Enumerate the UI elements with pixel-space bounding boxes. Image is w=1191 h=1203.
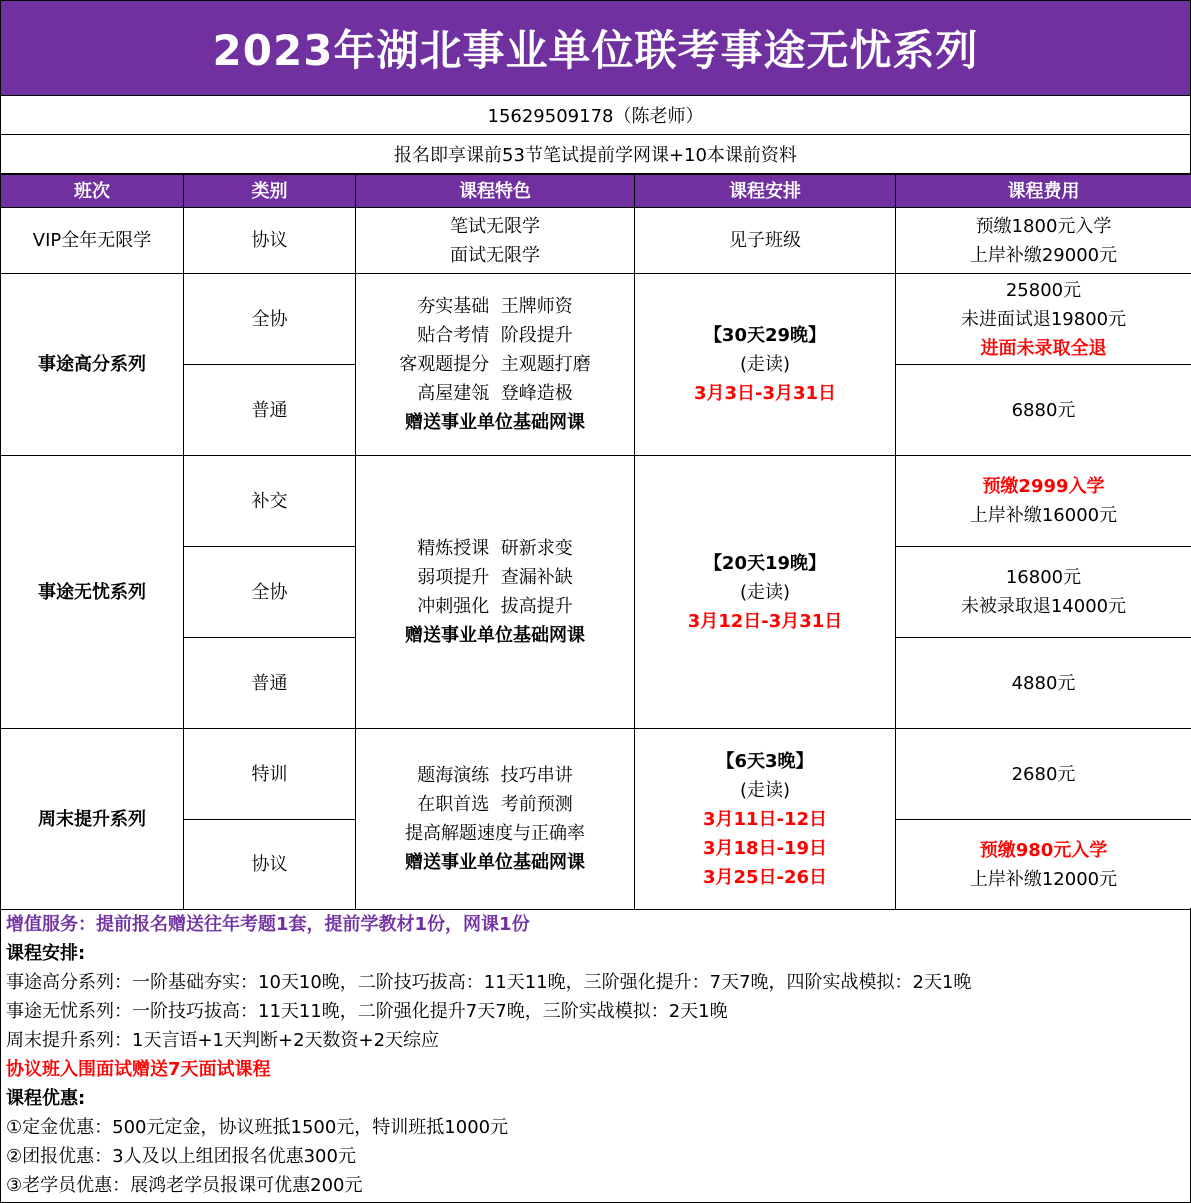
schedule-cell: [635, 729, 896, 910]
fee-line: 上岸补缴12000元: [969, 868, 1118, 890]
features-cell: [356, 208, 635, 274]
course-table: [0, 174, 1191, 910]
discount-title: 课程优惠:: [6, 1088, 86, 1109]
schedule-title: 课程安排:: [6, 943, 86, 964]
fee-line: 6880元: [1011, 399, 1076, 421]
fee-line: 预缴1800元入学: [975, 215, 1112, 237]
category-cell: 全协: [184, 274, 356, 365]
feature-line: 面试无限学: [450, 244, 540, 266]
agreement-gift-note: 协议班入围面试赠送7天面试课程: [6, 1059, 271, 1080]
category-cell: 特训: [184, 729, 356, 820]
schedule-dates: 3月3日-3月31日: [693, 383, 837, 404]
schedule-line: 事途高分系列：一阶基础夯实：10天10晚，二阶技巧拔高：11天11晚，三阶强化提升：7天7晚，四阶实战模拟：2天1晚: [6, 972, 972, 993]
page-title: 2023年湖北事业单位联考事途无忧系列: [0, 0, 1191, 96]
fee-line: 上岸补缴29000元: [969, 244, 1118, 266]
fee-cell: [896, 547, 1191, 638]
category-cell: 全协: [184, 547, 356, 638]
category-cell: 补交: [184, 456, 356, 547]
schedule-dates: 3月25日-26日: [702, 866, 828, 888]
schedule-mode: (走读): [739, 581, 791, 603]
table-row: [1, 729, 1191, 820]
fee-cell: [896, 456, 1191, 547]
schedule-line: 事途无忧系列：一阶技巧拔高：11天11晚，二阶强化提升7天7晚，三阶实战模拟：2天1晚: [6, 1001, 728, 1022]
feature-line: 在职首选 考前预测: [417, 794, 573, 815]
feature-line: 提高解题速度与正确率: [405, 823, 585, 844]
header-category: 类别: [184, 175, 356, 208]
class-name: 事途无忧系列: [1, 456, 184, 729]
category-cell: 协议: [184, 208, 356, 274]
schedule-cell: 见子班级: [635, 208, 896, 274]
feature-line: 笔试无限学: [450, 215, 540, 237]
schedule-dates: 3月18日-19日: [702, 837, 828, 859]
schedule-line: 周末提升系列：1天言语+1天判断+2天数资+2天综应: [6, 1030, 440, 1051]
feature-line: 精炼授课 研新求变: [417, 538, 573, 559]
bonus-line: 赠送事业单位基础网课: [405, 852, 585, 873]
contact-bar: 15629509178（陈老师）: [0, 96, 1191, 135]
schedule-mode: (走读): [739, 779, 791, 801]
feature-line: 高屋建瓴 登峰造极: [417, 383, 573, 404]
bonus-line: 赠送事业单位基础网课: [405, 625, 585, 646]
fee-line: 未被录取退14000元: [960, 596, 1127, 617]
fee-cell: [896, 365, 1191, 456]
discount-line: ①定金优惠：500元定金，协议班抵1500元，特训班抵1000元: [6, 1117, 509, 1138]
category-cell: 普通: [184, 365, 356, 456]
schedule-days: 【6天3晚】: [716, 750, 814, 772]
table-header-row: [1, 175, 1191, 208]
table-row: [1, 456, 1191, 547]
fee-line: 25800元: [1005, 279, 1082, 301]
schedule-dates: 3月11日-12日: [702, 808, 828, 830]
table-row: [1, 208, 1191, 274]
class-name: 事途高分系列: [1, 274, 184, 456]
schedule-dates: 3月12日-3月31日: [687, 610, 843, 632]
header-class: 班次: [1, 175, 184, 208]
bonus-line: 赠送事业单位基础网课: [405, 412, 585, 433]
promo-bar: 报名即享课前53节笔试提前学网课+10本课前资料: [0, 135, 1191, 174]
features-cell: [356, 729, 635, 910]
schedule-mode: (走读): [739, 354, 791, 375]
fee-line: 上岸补缴16000元: [969, 505, 1118, 526]
schedule-days: 【20天19晚】: [703, 552, 827, 574]
fee-cell: [896, 820, 1191, 910]
fee-highlight: 进面未录取全退: [980, 337, 1107, 359]
notes-section: [0, 908, 1191, 1203]
fee-line: 4880元: [1011, 672, 1076, 694]
schedule-cell: [635, 274, 896, 456]
fee-line: 未进面试退19800元: [960, 308, 1127, 330]
schedule-days: 【30天29晚】: [703, 325, 827, 346]
class-name: VIP全年无限学: [1, 208, 184, 274]
fee-highlight: 预缴2999入学: [982, 476, 1105, 497]
header-schedule: 课程安排: [635, 175, 896, 208]
feature-line: 冲刺强化 拔高提升: [417, 596, 573, 617]
features-cell: [356, 274, 635, 456]
value-service-note: 增值服务：提前报名赠送往年考题1套，提前学教材1份，网课1份: [6, 914, 530, 935]
class-name: 周末提升系列: [1, 729, 184, 910]
feature-line: 客观题提分 主观题打磨: [399, 354, 591, 375]
discount-line: ③老学员优惠：展鸿老学员报课可优惠200元: [6, 1175, 363, 1196]
schedule-cell: [635, 456, 896, 729]
feature-line: 夯实基础 王牌师资: [417, 296, 573, 317]
category-cell: 普通: [184, 638, 356, 729]
features-cell: [356, 456, 635, 729]
feature-line: 弱项提升 查漏补缺: [417, 567, 573, 588]
fee-cell: [896, 274, 1191, 365]
table-row: [1, 274, 1191, 365]
feature-line: 题海演练 技巧串讲: [417, 765, 573, 786]
fee-line: 16800元: [1005, 567, 1082, 588]
header-fee: 课程费用: [896, 175, 1191, 208]
fee-cell: [896, 208, 1191, 274]
fee-cell: [896, 729, 1191, 820]
feature-line: 贴合考情 阶段提升: [417, 325, 573, 346]
header-features: 课程特色: [356, 175, 635, 208]
fee-highlight: 预缴980元入学: [979, 839, 1108, 861]
fee-line: 2680元: [1011, 763, 1076, 785]
category-cell: 协议: [184, 820, 356, 910]
discount-line: ②团报优惠：3人及以上组团报名优惠300元: [6, 1146, 356, 1167]
fee-cell: [896, 638, 1191, 729]
